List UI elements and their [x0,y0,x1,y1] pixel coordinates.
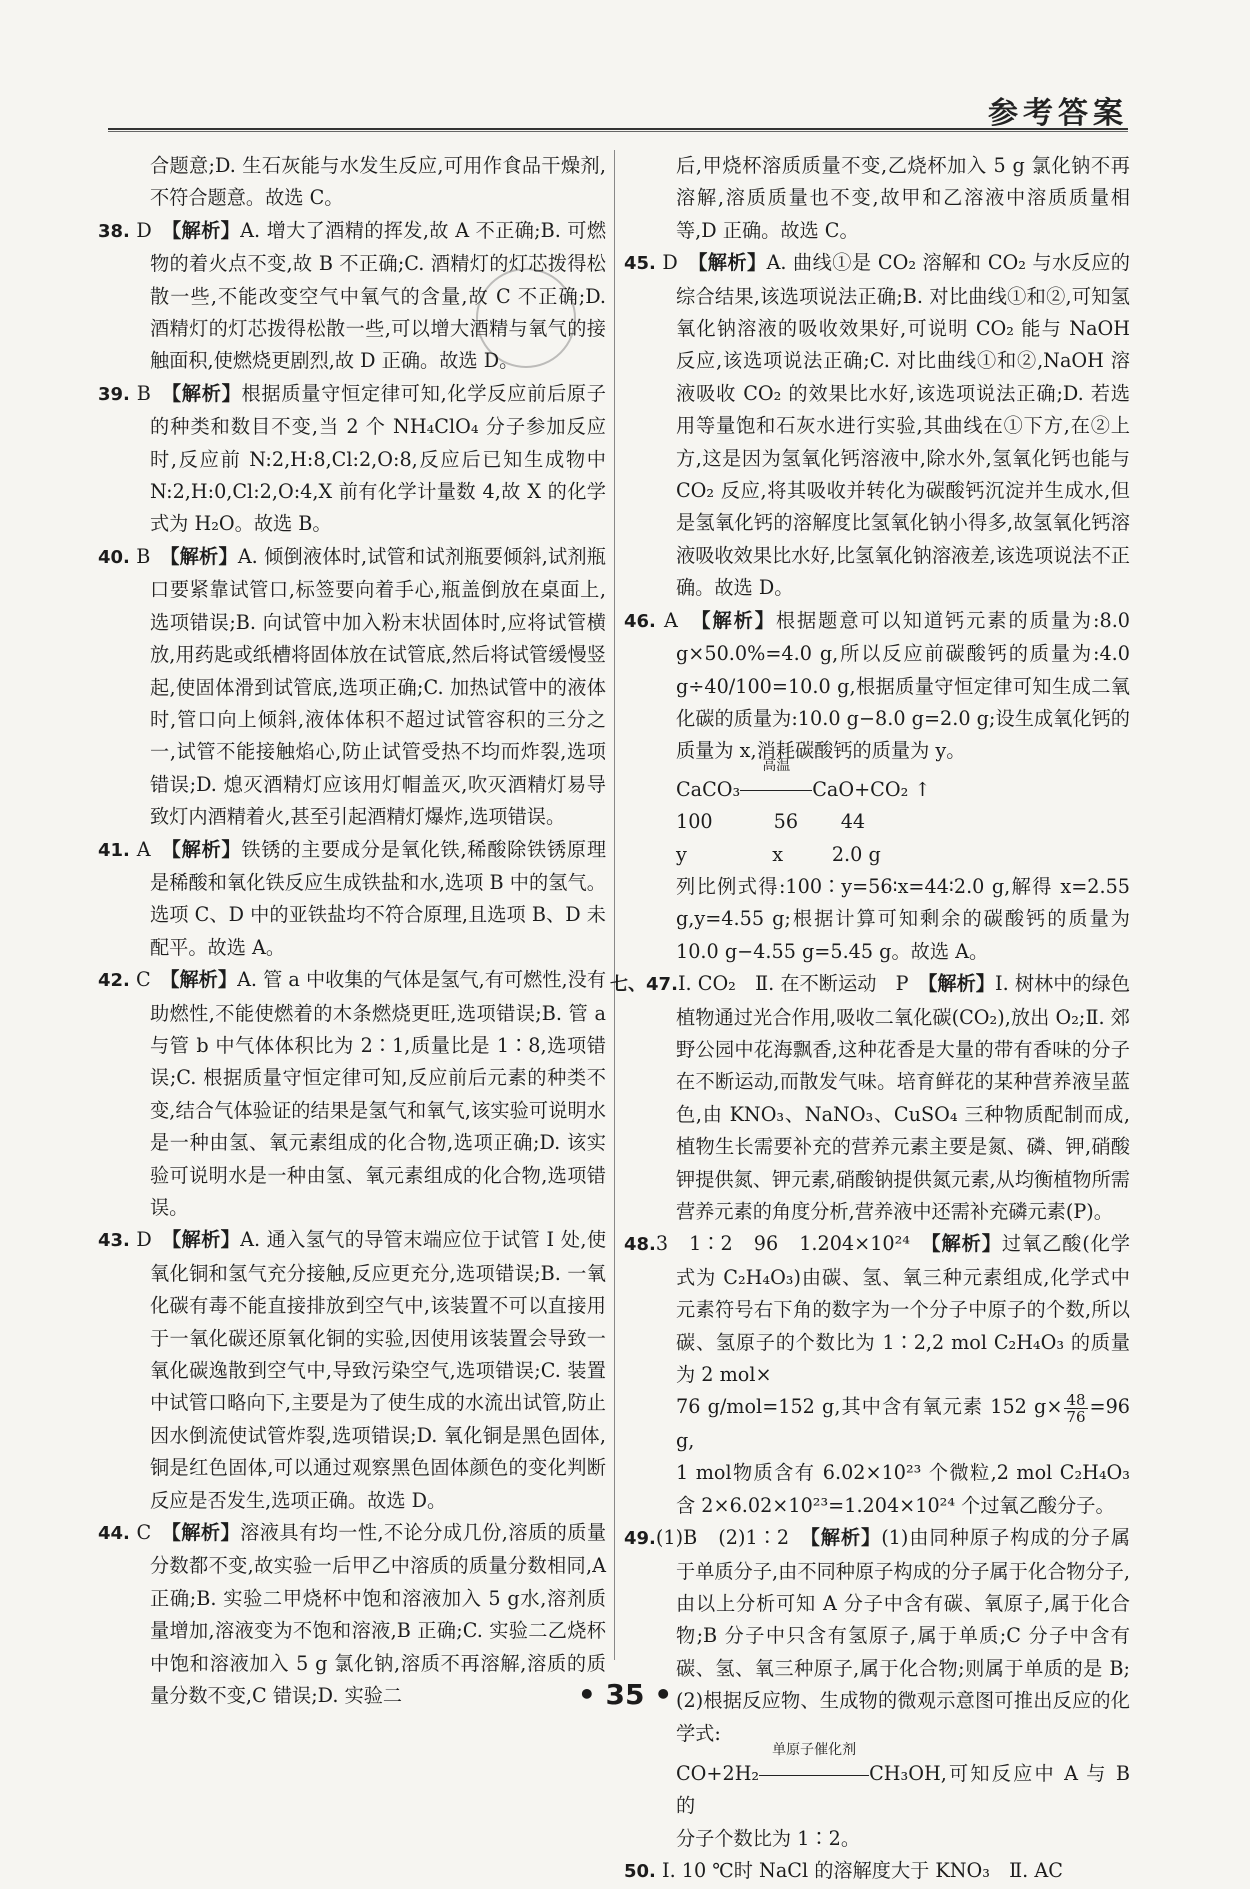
answer-38 [98,215,606,378]
analysis-text: 分子个数比为 1∶2。 [676,1826,861,1850]
analysis-text: 根据题意可以知道钙元素的质量为:8.0 g×50.0%=4.0 g,所以反应前碳酸钙的质量为:4.0 g÷40/100=10.0 g,根据质量守恒定律可知生成二氧化碳的质量为:10.0 g−8.0 g=2.0 g;设生成氧化钙的质量为 x,消耗碳酸钙的质量为 y。 [676,608,1130,763]
answer-choice: C [136,968,151,992]
analysis-text: (1)由同种原子构成的分子属于单质分子,由不同种原子构成的分子属于化合物分子,由以上分析可知 A 分子中含有碳、氧原子,属于化合物;B 分子中只含有氢原子,属于单质;C 分子中含有碳、氢、氧三种原子,属于化合物;则属于单质的是 B;(2)根据反应物、生成物的微观示意图可推出反应的化学式: [676,1526,1131,1745]
answer-choice: 3 1∶2 96 1.204×10²⁴ [655,1232,910,1256]
reaction-equation [624,757,1130,806]
answer-choice: D [662,251,678,275]
calculation-text: 列比例式得:100∶y=56∶x=44∶2.0 g,解得 x=2.55 g,y=4.55 g;根据计算可知剩余的碳酸钙的质量为 10.0 g−4.55 g=5.45 g。故选 A。 [676,874,1130,963]
answer-48 [624,1228,1130,1391]
question-number: 44. [98,1523,130,1545]
analysis-text: A. 曲线①是 CO₂ 溶解和 CO₂ 与水反应的综合结果,该选项说法正确;B. 对比曲线①和②,可知氢氧化钠溶液的吸收效果好,可说明 CO₂ 能与 NaOH 反应,该选项说法正确;C. 对比曲线①和②,NaOH 溶液吸收 CO₂ 的效果比水好,该选项说法正确;D. 若选用等量饱和石灰水进行实验,其曲线在①下方,在②上方,这是因为氢氧化钙溶液中,除水外,氢氧化钙也能与 CO₂ 反应,将其吸收并转化为碳酸钙沉淀并生成水,但是氢氧化钙的溶解度比氢氧化钠小得多,故氢氧化钙溶液吸收效果比水好,比氢氧化钠溶液差,该选项说法不正确。故选 D。 [676,251,1130,600]
analysis-text: 根据质量守恒定律可知,化学反应前后原子的种类和数目不变,当 2 个 NH₄ClO₄ 分子参加反应时,反应前 N:2,H:8,Cl:2,O:8,反应后已知生成物中 N:2,H:0,Cl:2,O:4,X 前有化学计量数 4,故 X 的化学式为 H₂O。故选 B。 [150,381,606,536]
fraction-numerator: 48 [1066,1390,1086,1409]
question-number: 42. [98,970,130,992]
analysis-tag: 【解析】 [810,1526,882,1550]
analysis-tag: 【解析】 [700,608,776,632]
answer-choice: D [136,218,152,242]
answer-continuation: 后,甲烧杯溶质质量不变,乙烧杯加入 5 g 氯化钠不再溶解,溶质质量也不变,故甲和乙溶液中溶质质量相等,D 正确。故选 C。 [676,154,1130,242]
analysis-tag: 【解析】 [171,1521,241,1545]
question-number: 38. [98,220,130,242]
right-column [610,150,1131,1889]
fraction-denominator: 76 [1066,1407,1086,1426]
answer-choice: A [663,608,678,632]
question-number: 48. [624,1234,656,1256]
reaction-condition: 单原子催化剂 [759,1758,869,1790]
analysis-text: 1 mol物质含有 6.02×10²³ 个微粒,2 mol C₂H₄O₃ 含 2×6.02×10²³=1.204×10²⁴ 个过氧乙酸分子。 [676,1461,1130,1517]
answer-choice: A [136,837,151,861]
analysis-tag: 【解析】 [927,972,995,996]
answer-40 [98,541,606,834]
analysis-text: 溶液具有均一性,不论分成几份,溶质的质量分数都不变,故实验一后甲乙中溶质的质量分数相同,A 正确;B. 实验二甲烧杯中饱和溶液加入 5 g水,溶剂质量增加,溶液变为不饱和溶液,B 正确;C. 实验二乙烧杯中饱和溶液加入 5 g 氯化钠,溶质不再溶解,溶质的质量分数不变,C 错误;D. 实验二 [150,1521,607,1708]
question-number: 43. [98,1230,130,1252]
answer-46 [624,605,1130,768]
equation-product: CH₃OH,可知反应中 A 与 B 的 [676,1762,1130,1818]
equation-mass-row: 100 56 44 [676,810,866,834]
equation-variable-row: y x 2.0 g [676,842,881,866]
left-column [98,150,606,1713]
question-number: 41. [98,839,130,861]
answer-choice: B [136,544,151,568]
question-number: 39. [98,383,130,405]
analysis-tag: 【解析】 [171,218,241,242]
analysis-text: Ⅰ. 树林中的绿色植物通过光合作用,吸收二氧化碳(CO₂),放出 O₂;Ⅱ. 郊野公园中花海飘香,这种花香是大量的带有香味的分子在不断运动,而散发气味。培育鲜花的某种营养液呈蓝色,由 KNO₃、NaNO₃、CuSO₄ 三种物质配制而成,植物生长需要补充的营养元素主要是氮、磷、钾,硝酸钾提供氮、钾元素,硝酸钠提供氮元素,从均衡植物所需营养元素的角度分析,营养液中还需补充磷元素(P)。 [676,972,1131,1223]
answer-choice: C [136,1521,152,1545]
analysis-tag: 【解析】 [171,381,242,405]
answer-choice: D [136,1228,152,1252]
analysis-text: A. 增大了酒精的挥发,故 A 不正确;B. 可燃物的着火点不变,故 B 不正确;C. 酒精灯的灯芯拨得松散一些,不能改变空气中氧气的含量,故 C 不正确;D. 酒精灯的灯芯拨得松散一些,可以增大酒精与氧气的接触面积,使燃烧更剧烈,故 D 正确。故选 D。 [150,218,607,373]
answer-49 [624,1522,1130,1750]
reaction-condition: 高温 [740,774,812,806]
question-number: 46. [624,610,656,632]
answer-choice: B [136,381,151,405]
header-rule-thin [108,131,1128,132]
analysis-tag: 【解析】 [171,1228,241,1252]
analysis-text: A. 通入氢气的导管末端应位于试管 Ⅰ 处,使氧化铜和氢气充分接触,反应更充分,选项错误;B. 一氧化碳有毒不能直接排放到空气中,该装置不可以直接用于一氧化碳还原氧化铜的实验,因使用该装置会导致一氧化碳逸散到空气中,导致污染空气,选项错误;C. 装置中试管口略向下,主要是为了使生成的水流出试管,防止因水倒流使试管炸裂,选项错误;D. 氧化铜是黑色固体,铜是红色固体,可以通过观察黑色固体颜色的变化判断反应是否发生,选项正确。故选 D。 [150,1228,607,1512]
question-number: 七、47. [610,974,678,996]
equation-reactant: CO+2H₂ [676,1762,760,1785]
answer-41 [98,834,606,965]
answer-text: Ⅰ. 10 ℃时 NaCl 的溶解度大于 KNO₃ Ⅱ. AC [662,1859,1063,1883]
answer-choice: (1)B (2)1∶2 [655,1526,790,1550]
answer-choice: Ⅰ. CO₂ Ⅱ. 在不断运动 P [677,972,909,996]
answer-39 [98,378,606,541]
fraction [1064,1392,1087,1425]
answer-continuation: 合题意;D. 生石灰能与水发生反应,可用作食品干燥剂,不符合题意。故选 C。 [150,154,606,210]
analysis-tag: 【解析】 [931,1232,1002,1256]
equation-reactant: CaCO₃ [676,777,741,801]
answer-45 [624,247,1130,604]
analysis-tag: 【解析】 [697,251,767,275]
analysis-text: A. 管 a 中收集的气体是氢气,有可燃性,没有助燃性,不能使燃着的木条燃烧更旺,选项错误;B. 管 a 与管 b 中气体体积比为 2∶1,质量比是 1∶8,选项错误;C. 根据质量守恒定律可知,反应前后元素的种类不变,结合气体验证的结果是氢气和氧气,该实验可说明水是一种由氢、氧元素组成的化合物,选项正确;D. 该实验可说明水是一种由氢、氧元素组成的化合物,选项错误。 [150,968,607,1219]
header-title: 参考答案 [988,96,1128,131]
analysis-text: A. 倾倒液体时,试管和试剂瓶要倾斜,试剂瓶口要紧靠试管口,标签要向着手心,瓶盖倒放在桌面上,选项错误;B. 向试管中加入粉末状固体时,应将试管横放,用药匙或纸槽将固体放在试管底,然后将试管缓慢竖起,使固体滑到试管底,选项正确;C. 加热试管中的液体时,管口向上倾斜,液体体积不超过试管容积的三分之一,试管不能接触焰心,防止试管受热不均而炸裂,选项错误;D. 熄灭酒精灯应该用灯帽盖灭,吹灭酒精灯易导致灯内酒精着火,甚至引起酒精灯爆炸,选项错误。 [150,544,606,829]
answer-50 [624,1855,1130,1888]
reaction-equation [624,1742,1130,1823]
equation-product: CaO+CO₂ ↑ [812,777,931,801]
analysis-tag: 【解析】 [169,968,238,992]
analysis-text: 过氧乙酸(化学式为 C₂H₄O₃)由碳、氢、氧三种元素组成,化学式中元素符号右下角的数字为一个分子中原子的个数,所以碳、氢原子的个数比为 1∶2,2 mol C₂H₄O₃ 的质量为 2 mol× [676,1232,1130,1387]
header-rule [108,128,1128,130]
analysis-tag: 【解析】 [171,837,242,861]
page-header [108,88,1128,131]
question-number: 49. [624,1528,656,1550]
analysis-text: 铁锈的主要成分是氧化铁,稀酸除铁锈原理是稀酸和氧化铁反应生成铁盐和水,选项 B 中的氢气。选项 C、D 中的亚铁盐均不符合原理,且选项 B、D 未配平。故选 A。 [150,837,607,959]
answer-43 [98,1224,606,1517]
question-number: 45. [624,253,656,275]
answer-47 [610,968,1131,1228]
analysis-tag: 【解析】 [169,544,238,568]
fraction-line: 76 g/mol=152 g,其中含有氧元素 152 g× $\frac{48}{76}$ =96 g, [676,1390,1130,1452]
question-number: 50. [624,1861,656,1883]
question-number: 40. [98,546,130,568]
column-divider [614,150,615,1660]
page-number: • 35 • [577,1678,673,1711]
answer-42 [98,964,606,1224]
